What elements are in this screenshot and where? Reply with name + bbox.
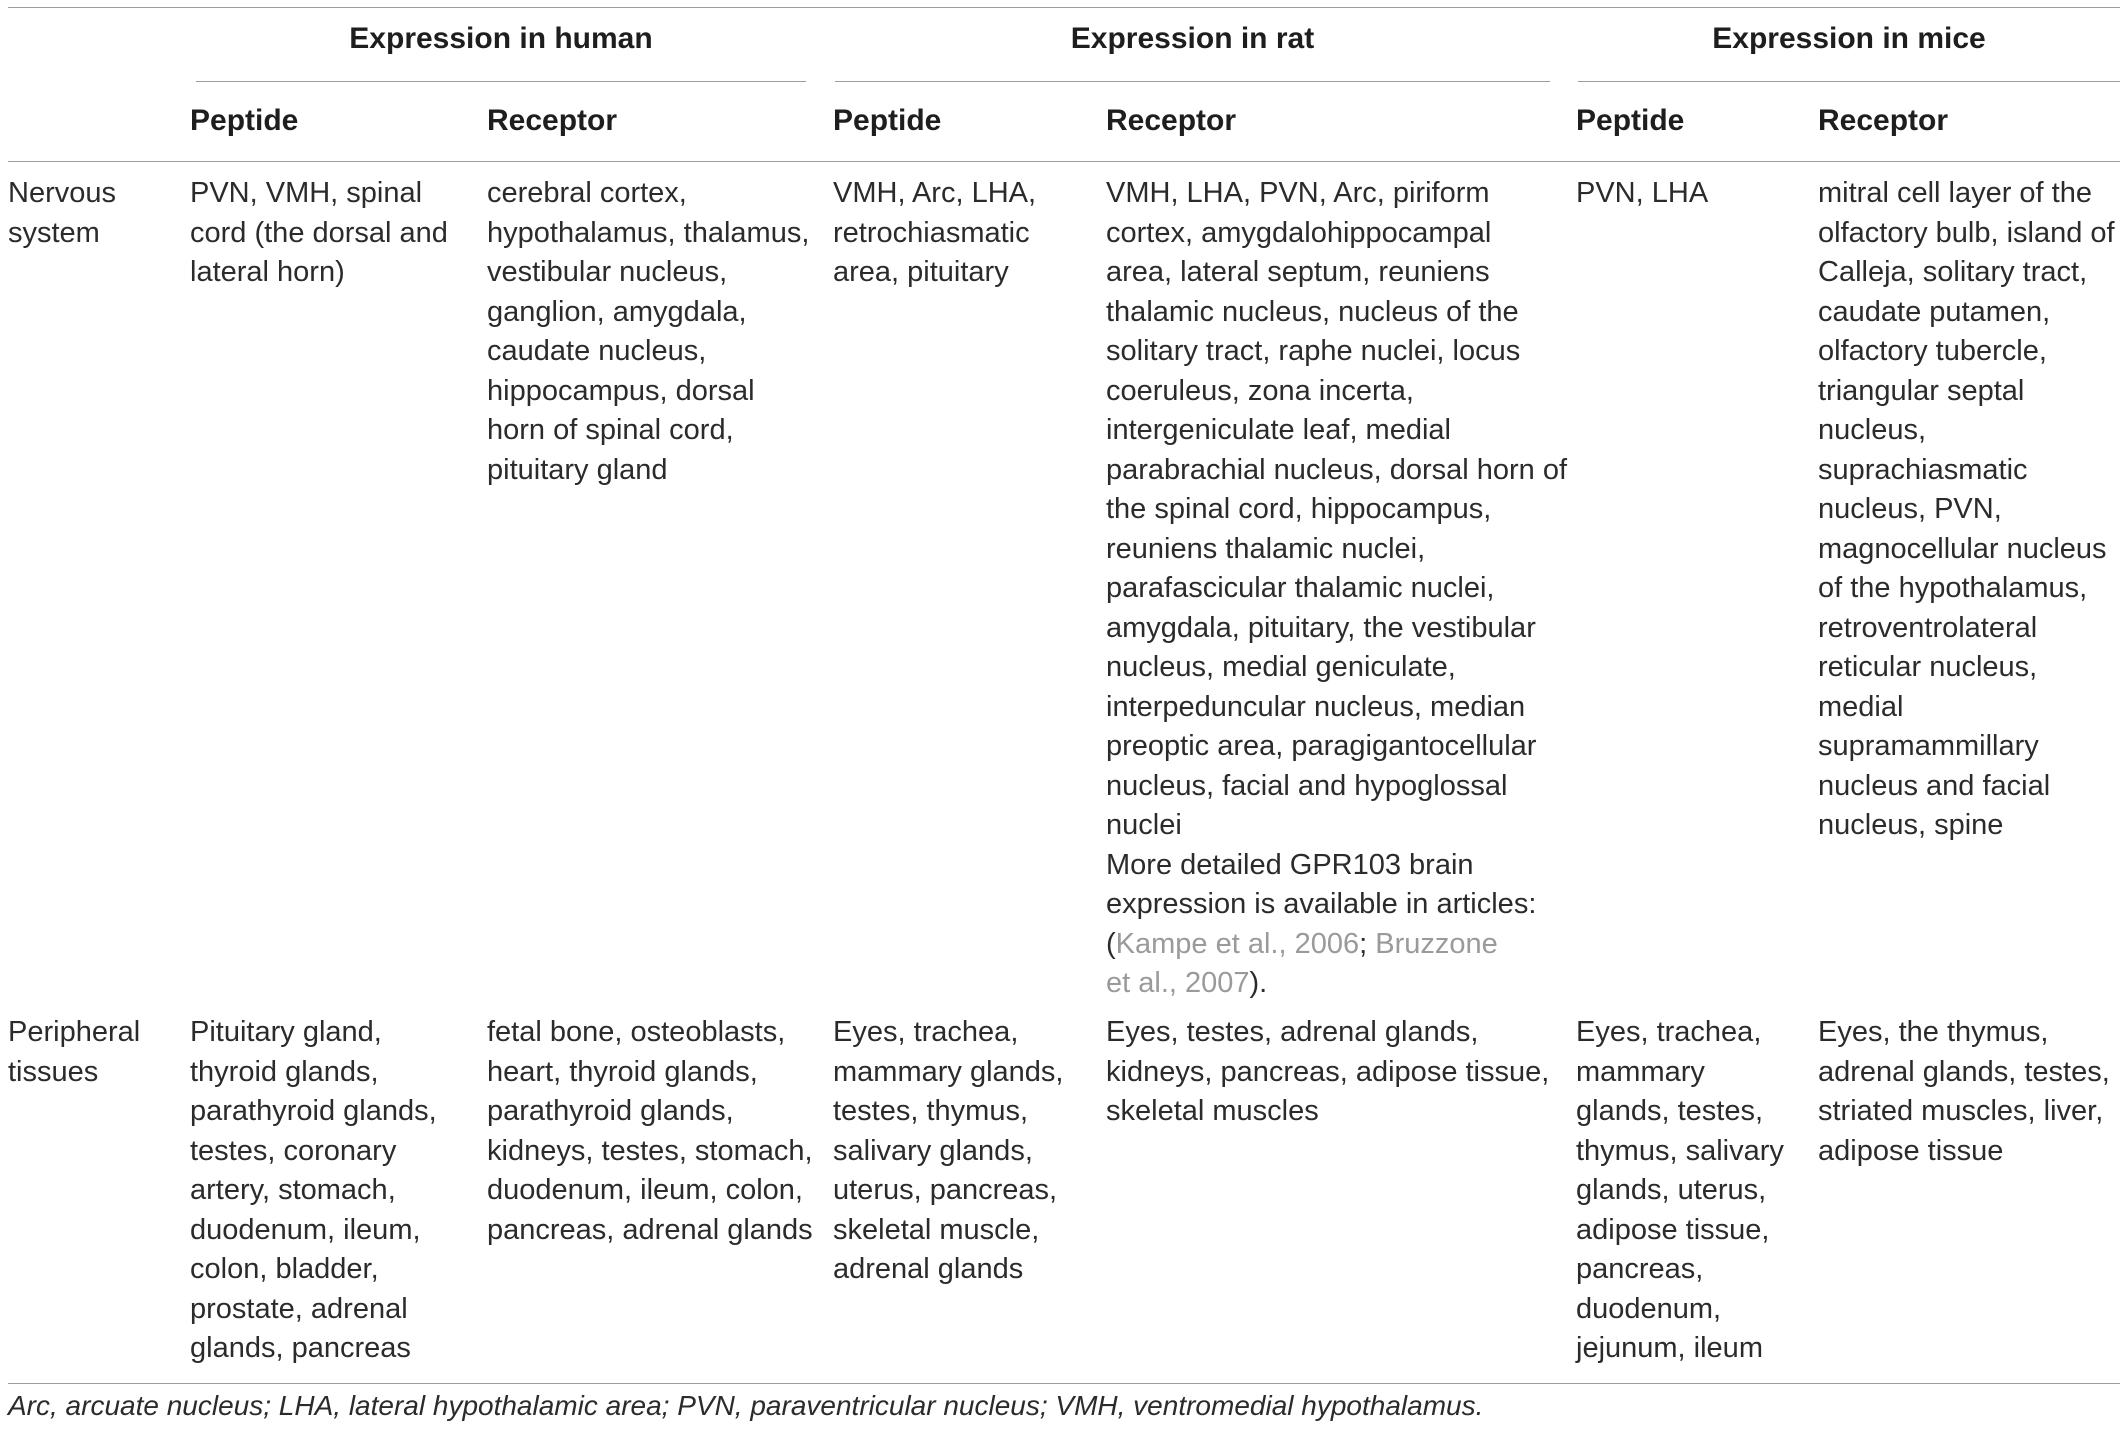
cell-line: mammary — [1576, 1055, 1705, 1088]
cell-line: nucleus, PVN, — [1818, 493, 2002, 525]
cell-line: triangular septal — [1818, 374, 2025, 407]
citation-link-bruzzone-cont[interactable]: et al., 2007 — [1106, 967, 1250, 999]
cell-line: mammary glands, — [833, 1055, 1064, 1088]
table-top-rule — [8, 7, 2120, 8]
cell-line: caudate putamen, — [1818, 295, 2051, 328]
cell-nervous-rat-peptide — [833, 174, 1036, 293]
cell-line: retroventrolateral — [1818, 611, 2038, 644]
cell-line: glands, pancreas — [190, 1332, 411, 1364]
table-bottom-rule — [8, 1383, 2120, 1384]
cell-nervous-mice-receptor — [1818, 174, 2115, 846]
cell-line: nucleus, facial and hypoglossal — [1106, 769, 1508, 802]
col-header-mice-receptor: Receptor — [1818, 104, 1949, 137]
col-header-human-peptide: Peptide — [190, 104, 299, 137]
cell-line: testes, thymus, — [833, 1095, 1029, 1127]
cell-line: medial — [1818, 690, 1904, 723]
citation-line — [1106, 925, 1567, 965]
citation-link-kampe[interactable]: Kampe et al., 2006 — [1115, 927, 1360, 960]
cell-line: intergeniculate leaf, medial — [1106, 414, 1451, 446]
cell-line: Eyes, the thymus, — [1818, 1016, 2049, 1048]
cell-line: heart, thyroid glands, — [487, 1055, 758, 1088]
cell-line: ganglion, amygdala, — [487, 295, 747, 328]
cell-line: mitral cell layer of the — [1818, 177, 2092, 209]
cell-peripheral-mice-receptor — [1818, 1013, 2110, 1171]
cell-line: olfactory bulb, island of — [1818, 216, 2115, 249]
cell-line: PVN, LHA — [1576, 177, 1709, 209]
cell-nervous-mice-peptide — [1576, 174, 1708, 214]
cell-line: pituitary gland — [487, 453, 668, 486]
cell-line: artery, stomach, — [190, 1174, 396, 1206]
cell-line: adrenal glands, testes, — [1818, 1055, 2110, 1088]
header-bottom-rule — [8, 161, 2120, 162]
cell-line: cord (the dorsal and — [190, 216, 448, 249]
citation-separator: ; — [1359, 927, 1376, 960]
cell-line: hippocampus, dorsal — [487, 374, 755, 407]
cell-peripheral-mice-peptide — [1576, 1013, 1784, 1369]
cell-line: area, pituitary — [833, 256, 1009, 288]
cell-line: adipose tissue — [1818, 1134, 2004, 1167]
cell-peripheral-rat-peptide — [833, 1013, 1063, 1290]
cell-line: magnocellular nucleus — [1818, 532, 2107, 565]
cell-line: expression is available in articles: — [1106, 888, 1537, 920]
group-rule-rat — [835, 81, 1550, 82]
cell-line: nucleus, medial geniculate, — [1106, 651, 1456, 683]
row-label-line: system — [8, 216, 100, 249]
row-label-line: Nervous — [8, 177, 116, 209]
cell-line: kidneys, pancreas, adipose tissue, — [1106, 1055, 1550, 1088]
cell-line: parabrachial nucleus, dorsal horn of — [1106, 453, 1568, 486]
cell-line: skeletal muscle, — [833, 1213, 1040, 1246]
row-label-line: tissues — [8, 1055, 99, 1088]
cell-line: kidneys, testes, stomach, — [487, 1134, 813, 1167]
row-label-peripheral-tissues — [8, 1013, 140, 1092]
cell-line: uterus, pancreas, — [833, 1174, 1058, 1206]
cell-nervous-human-peptide — [190, 174, 448, 293]
cell-line: cerebral cortex, — [487, 177, 687, 209]
cell-line: parathyroid glands, — [190, 1095, 437, 1127]
cell-line: adipose tissue, — [1576, 1213, 1770, 1246]
cell-line: fetal bone, osteoblasts, — [487, 1016, 786, 1048]
cell-line: thalamic nucleus, nucleus of the — [1106, 295, 1519, 328]
cell-line: parafascicular thalamic nuclei, — [1106, 572, 1495, 604]
cell-line: More detailed GPR103 brain — [1106, 848, 1474, 881]
cell-line: striated muscles, liver, — [1818, 1095, 2104, 1127]
cell-line: duodenum, — [1576, 1292, 1722, 1325]
cell-line: Calleja, solitary tract, — [1818, 256, 2088, 288]
cell-line: vestibular nucleus, — [487, 256, 728, 288]
cell-line: thymus, salivary — [1576, 1134, 1784, 1167]
cell-line: parathyroid glands, — [487, 1095, 734, 1127]
col-header-rat-peptide: Peptide — [833, 104, 942, 137]
cell-line: pancreas, — [1576, 1253, 1704, 1285]
cell-line: coeruleus, zona incerta, — [1106, 374, 1414, 407]
group-rule-mice — [1578, 81, 2120, 82]
cell-line: skeletal muscles — [1106, 1095, 1319, 1127]
cell-line: reuniens thalamic nuclei, — [1106, 532, 1426, 565]
cell-nervous-rat-receptor — [1106, 174, 1567, 1004]
table-footnote: Arc, arcuate nucleus; LHA, lateral hypothalamic area; PVN, paraventricular nucleus; VMH, ventromedial hypothalamus. — [8, 1390, 1484, 1421]
group-header-human: Expression in human — [349, 22, 653, 55]
cell-line: horn of spinal cord, — [487, 414, 734, 446]
cell-line: preoptic area, paragigantocellular — [1106, 730, 1537, 762]
cell-line: the spinal cord, hippocampus, — [1106, 493, 1492, 525]
cell-line: VMH, Arc, LHA, — [833, 177, 1037, 209]
cell-line: nucleus and facial — [1818, 769, 2051, 802]
cell-line: glands, uterus, — [1576, 1174, 1767, 1206]
cell-line: Eyes, testes, adrenal glands, — [1106, 1016, 1479, 1048]
cell-line: duodenum, ileum, — [190, 1213, 421, 1246]
cell-line: prostate, adrenal — [190, 1292, 408, 1325]
cell-line: Eyes, trachea, — [833, 1016, 1019, 1048]
cell-line: olfactory tubercle, — [1818, 335, 2047, 367]
cell-line: of the hypothalamus, — [1818, 572, 2088, 604]
cell-line: solitary tract, raphe nuclei, locus — [1106, 335, 1521, 367]
cell-peripheral-human-peptide — [190, 1013, 437, 1369]
cell-line: amygdala, pituitary, the vestibular — [1106, 611, 1536, 644]
cell-line: suprachiasmatic — [1818, 453, 2028, 486]
cell-line: hypothalamus, thalamus, — [487, 216, 810, 249]
cell-line: VMH, LHA, PVN, Arc, piriform — [1106, 177, 1490, 209]
cell-line: glands, testes, — [1576, 1095, 1763, 1127]
cell-line: thyroid glands, — [190, 1055, 379, 1088]
cell-line: interpeduncular nucleus, median — [1106, 690, 1526, 723]
cell-line: nucleus, — [1818, 414, 1927, 446]
cell-peripheral-human-receptor — [487, 1013, 813, 1250]
row-label-line: Peripheral — [8, 1016, 141, 1048]
row-label-nervous-system — [8, 174, 116, 253]
cell-line: jejunum, ileum — [1576, 1332, 1763, 1364]
cell-line: salivary glands, — [833, 1134, 1033, 1167]
group-rule-human — [196, 81, 806, 82]
group-header-mice: Expression in mice — [1712, 22, 1986, 55]
cell-line: area, lateral septum, reuniens — [1106, 256, 1490, 288]
citation-line — [1106, 964, 1567, 1004]
cell-line: nuclei — [1106, 809, 1182, 841]
col-header-human-receptor: Receptor — [487, 104, 618, 137]
col-header-mice-peptide: Peptide — [1576, 104, 1685, 137]
citation-link-bruzzone[interactable]: Bruzzone — [1375, 927, 1498, 960]
cell-line: cortex, amygdalohippocampal — [1106, 216, 1492, 249]
citation-paren-close: ). — [1249, 967, 1268, 999]
cell-nervous-human-receptor — [487, 174, 809, 490]
cell-line: caudate nucleus, — [487, 335, 707, 367]
cell-line: Pituitary gland, — [190, 1016, 382, 1048]
cell-line: colon, bladder, — [190, 1253, 379, 1285]
cell-line: adrenal glands — [833, 1253, 1024, 1285]
col-header-rat-receptor: Receptor — [1106, 104, 1237, 137]
cell-line: nucleus, spine — [1818, 809, 2004, 841]
cell-line: lateral horn) — [190, 256, 345, 288]
citation-paren-open: ( — [1106, 927, 1116, 960]
cell-line: testes, coronary — [190, 1134, 397, 1167]
cell-line: reticular nucleus, — [1818, 651, 2038, 683]
cell-line: Eyes, trachea, — [1576, 1016, 1762, 1048]
group-header-rat: Expression in rat — [1070, 22, 1315, 55]
cell-line: retrochiasmatic — [833, 216, 1030, 249]
cell-line: supramammillary — [1818, 730, 2039, 762]
cell-line: duodenum, ileum, colon, — [487, 1174, 803, 1206]
cell-line: pancreas, adrenal glands — [487, 1213, 813, 1246]
cell-line: PVN, VMH, spinal — [190, 177, 423, 209]
cell-peripheral-rat-receptor — [1106, 1013, 1549, 1132]
